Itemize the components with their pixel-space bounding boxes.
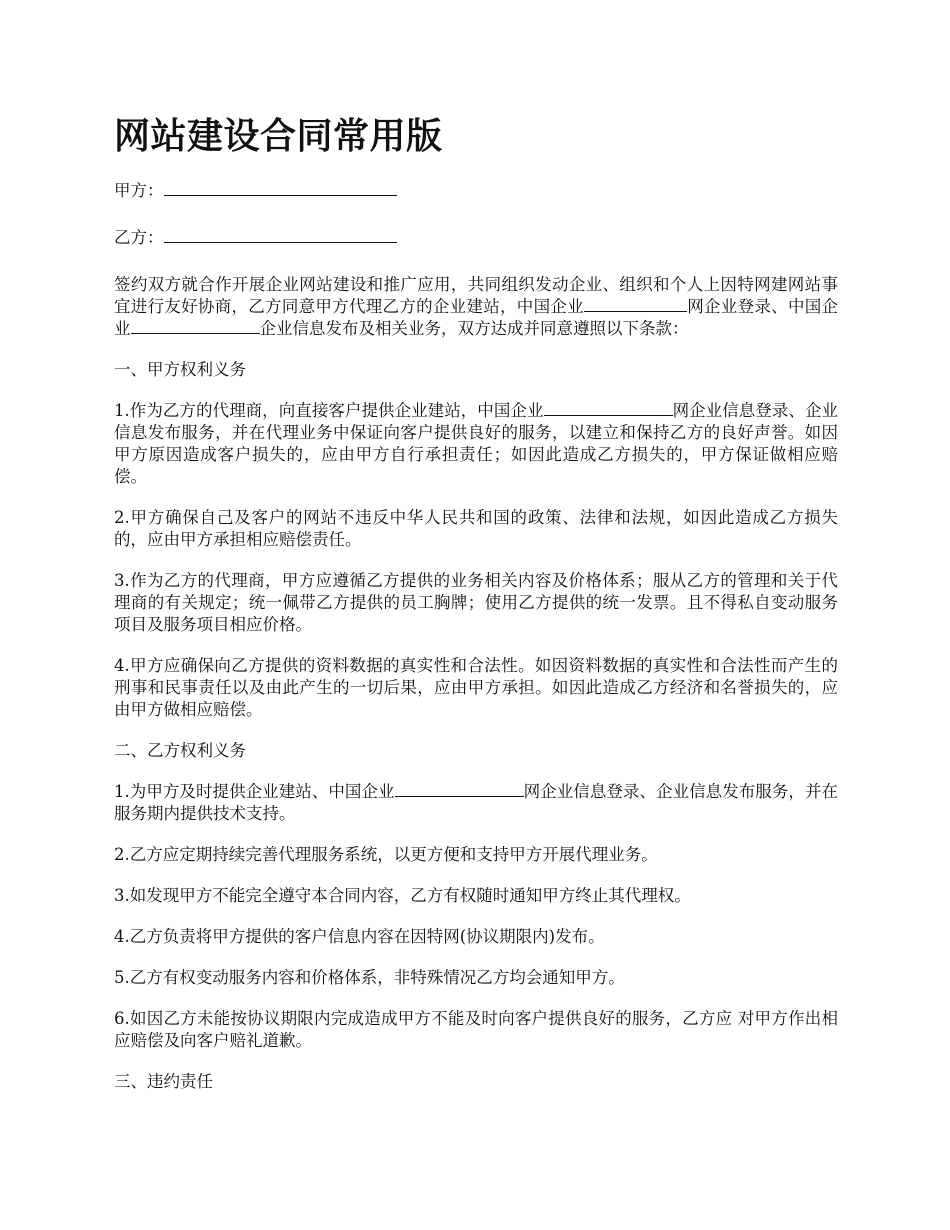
party-b-label: 乙方： — [114, 228, 164, 247]
section-heading-3: 三、违约责任 — [114, 1072, 213, 1091]
section2-item5: 5.乙方有权变动服务内容和价格体系，非特殊情况乙方均会通知甲方。 — [114, 968, 625, 987]
party-a-blank — [164, 194, 397, 196]
contract-document — [114, 112, 838, 1112]
section2-item1-text-1: 1.为甲方及时提供企业建站、中国企业 — [114, 782, 395, 801]
intro-blank-2 — [131, 332, 260, 334]
section2-item2: 2.乙方应定期持续完善代理服务系统，以更方便和支持甲方开展代理业务。 — [114, 845, 658, 864]
section1-item1 — [114, 400, 838, 488]
section2-item1-blank — [395, 795, 524, 797]
intro-text-2: 网企业登录、中国企业 — [114, 297, 839, 338]
intro-text-1: 签约双方就合作开展企业网站建设和推广应用，共同组织发动企业、组织和个人上因特网建网站事宜进行友好协商，乙方同意甲方代理乙方的企业建站，中国企业 — [114, 275, 838, 316]
document-title: 网站建设合同常用版 — [114, 115, 443, 157]
intro-text-3: 企业信息发布及相关业务，双方达成并同意遵照以下条款： — [259, 319, 689, 338]
section1-item3: 3.作为乙方的代理商，甲方应遵循乙方提供的业务相关内容及价格体系；服从乙方的管理和关于代理商的有关规定；统一佩带乙方提供的员工胸牌；使用乙方提供的统一发票。且不得私自变动服务项目及服务项目相应价格。 — [114, 571, 838, 634]
section2-item6: 6.如因乙方未能按协议期限内完成造成甲方不能及时向客户提供良好的服务，乙方应 对甲方作出相应赔偿及向客户赔礼道歉。 — [114, 1009, 838, 1050]
section2-item1-text-2: 网企业信息登录、企业信息发布服务，并在服务期内提供技术支持。 — [114, 782, 839, 823]
section2-item4: 4.乙方负责将甲方提供的客户信息内容在因特网(协议期限内)发布。 — [114, 927, 605, 946]
party-b-line — [114, 227, 838, 249]
section1-item2: 2.甲方确保自己及客户的网站不违反中华人民共和国的政策、法律和法规，如因此造成乙方损失的，应由甲方承担相应赔偿责任。 — [114, 508, 838, 549]
intro-paragraph — [114, 274, 838, 340]
intro-blank-1 — [584, 310, 687, 312]
section1-item4: 4.甲方应确保向乙方提供的资料数据的真实性和合法性。如因资料数据的真实性和合法性而产生的刑事和民事责任以及由此产生的一切后果，应由甲方承担。如因此造成乙方经济和名誉损失的，应由甲方做相应赔偿。 — [114, 656, 838, 719]
section1-item1-text-2: 网企业信息登录、企业信息发布服务，并在代理业务中保证向客户提供良好的服务，以建立和保持乙方的良好声誉。如因甲方原因造成客户损失的，应由甲方自行承担责任；如因此造成乙方损失的，甲方保证做相应赔偿。 — [114, 401, 839, 486]
party-a-label: 甲方： — [114, 181, 164, 200]
section2-item3: 3.如发现甲方不能完全遵守本合同内容，乙方有权随时通知甲方终止其代理权。 — [114, 886, 691, 905]
section1-item1-blank — [544, 414, 673, 416]
section1-item1-text-1: 1.作为乙方的代理商，向直接客户提供企业建站，中国企业 — [114, 401, 544, 420]
section-heading-2: 二、乙方权利义务 — [114, 741, 246, 760]
party-a-line — [114, 180, 838, 202]
section2-item1 — [114, 781, 838, 825]
party-b-blank — [164, 241, 397, 243]
section-heading-1: 一、甲方权利义务 — [114, 360, 246, 379]
